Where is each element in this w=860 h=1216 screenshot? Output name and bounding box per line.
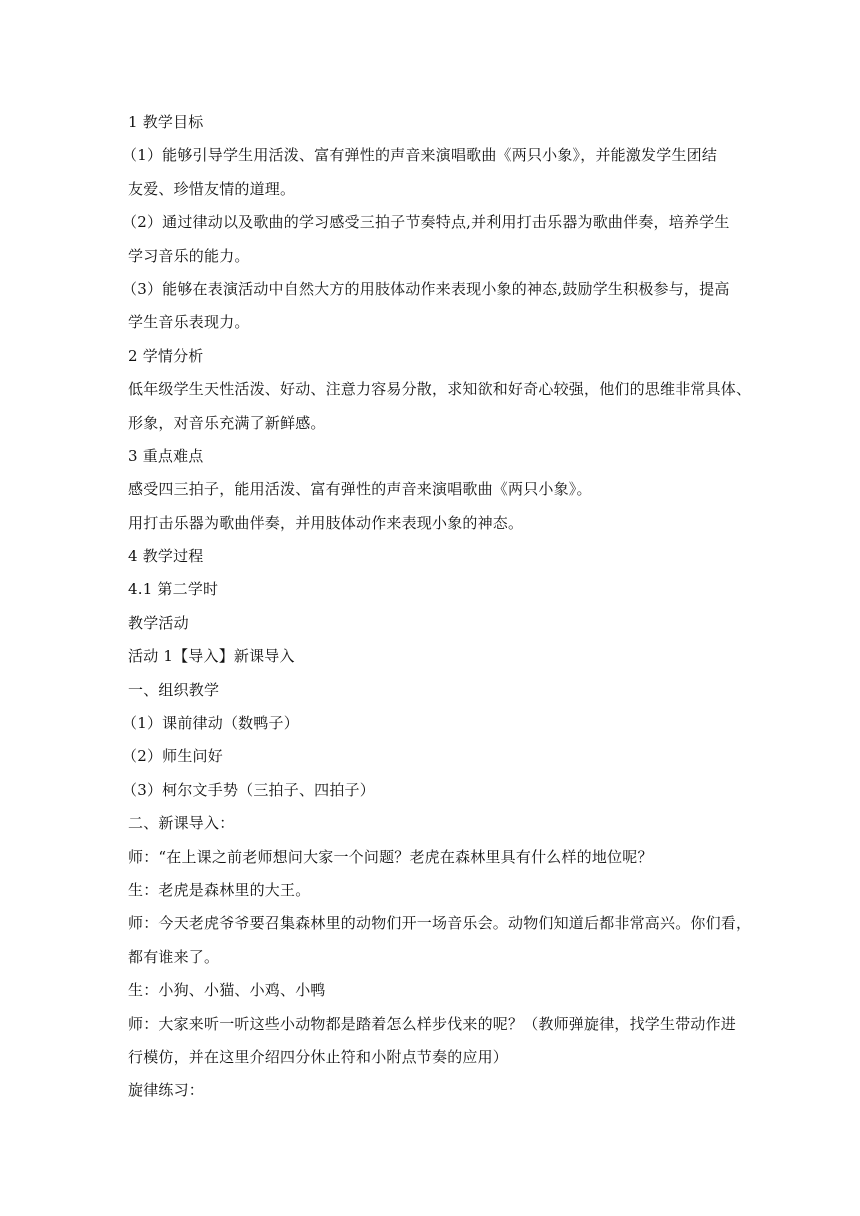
heading-teaching-goals: 1 教学目标 [128, 113, 204, 131]
heading-student-analysis: 2 学情分析 [128, 346, 204, 365]
paragraph-line: 友爱、珍惜友情的道理。 [128, 179, 296, 198]
list-item: （1）课前律动（数鸭子） [122, 714, 299, 733]
dialogue-line: 生：小狗、小猫、小鸡、小鸭 [128, 981, 326, 1000]
paragraph-line: （3）能够在表演活动中自然大方的用肢体动作来表现小象的神态,鼓励学生积极参与，提高 [122, 279, 730, 298]
document-body [122, 110, 752, 1112]
dialogue-line: 行模仿，并在这里介绍四分休止符和小附点节奏的应用） [128, 1047, 509, 1066]
paragraph-line: （1）能够引导学生用活泼、富有弹性的声音来演唱歌曲《两只小象》，并能激发学生团结 [122, 146, 718, 165]
paragraph-line: 低年级学生天性活泼、好动、注意力容易分散，求知欲和好奇心较强，他们的思维非常具体、 [128, 380, 752, 399]
subheading-activity-1: 活动 1【导入】新课导入 [128, 647, 295, 666]
dialogue-line: 师：今天老虎爷爷要召集森林里的动物们开一场音乐会。动物们知道后都非常高兴。你们看， [128, 914, 752, 933]
list-item: （2）师生问好 [122, 747, 223, 766]
section-organize-teaching: 一、组织教学 [128, 680, 220, 699]
paragraph-line: 学生音乐表现力。 [128, 313, 250, 332]
dialogue-line: 生：老虎是森林里的大王。 [128, 880, 311, 899]
section-new-lesson-intro: 二、新课导入： [128, 814, 235, 833]
dialogue-line: 师：大家来听一听这些小动物都是踏着怎么样步伐来的呢？（教师弹旋律，找学生带动作进 [128, 1014, 737, 1033]
dialogue-line: 师：“在上课之前老师想问大家一个问题？老虎在森林里具有什么样的地位呢？ [128, 847, 653, 866]
paragraph-line: 用打击乐器为歌曲伴奏，并用肢体动作来表现小象的神态。 [128, 513, 524, 532]
paragraph-line: 感受四三拍子，能用活泼、富有弹性的声音来演唱歌曲《两只小象》。 [128, 480, 592, 499]
heading-teaching-process: 4 教学过程 [128, 547, 204, 566]
dialogue-line: 都有谁来了。 [128, 947, 220, 966]
heading-key-points: 3 重点难点 [128, 446, 204, 465]
paragraph-line: 形象，对音乐充满了新鲜感。 [128, 413, 326, 432]
list-item: （3）柯尔文手势（三拍子、四拍子） [122, 780, 375, 799]
paragraph-line: （2）通过律动以及歌曲的学习感受三拍子节奏特点,并利用打击乐器为歌曲伴奏，培养学生 [122, 213, 730, 232]
paragraph-line: 学习音乐的能力。 [128, 246, 250, 265]
subheading-teaching-activities: 教学活动 [128, 613, 189, 632]
section-melody-practice: 旋律练习： [128, 1081, 205, 1100]
subheading-second-period: 4.1 第二学时 [128, 580, 219, 599]
